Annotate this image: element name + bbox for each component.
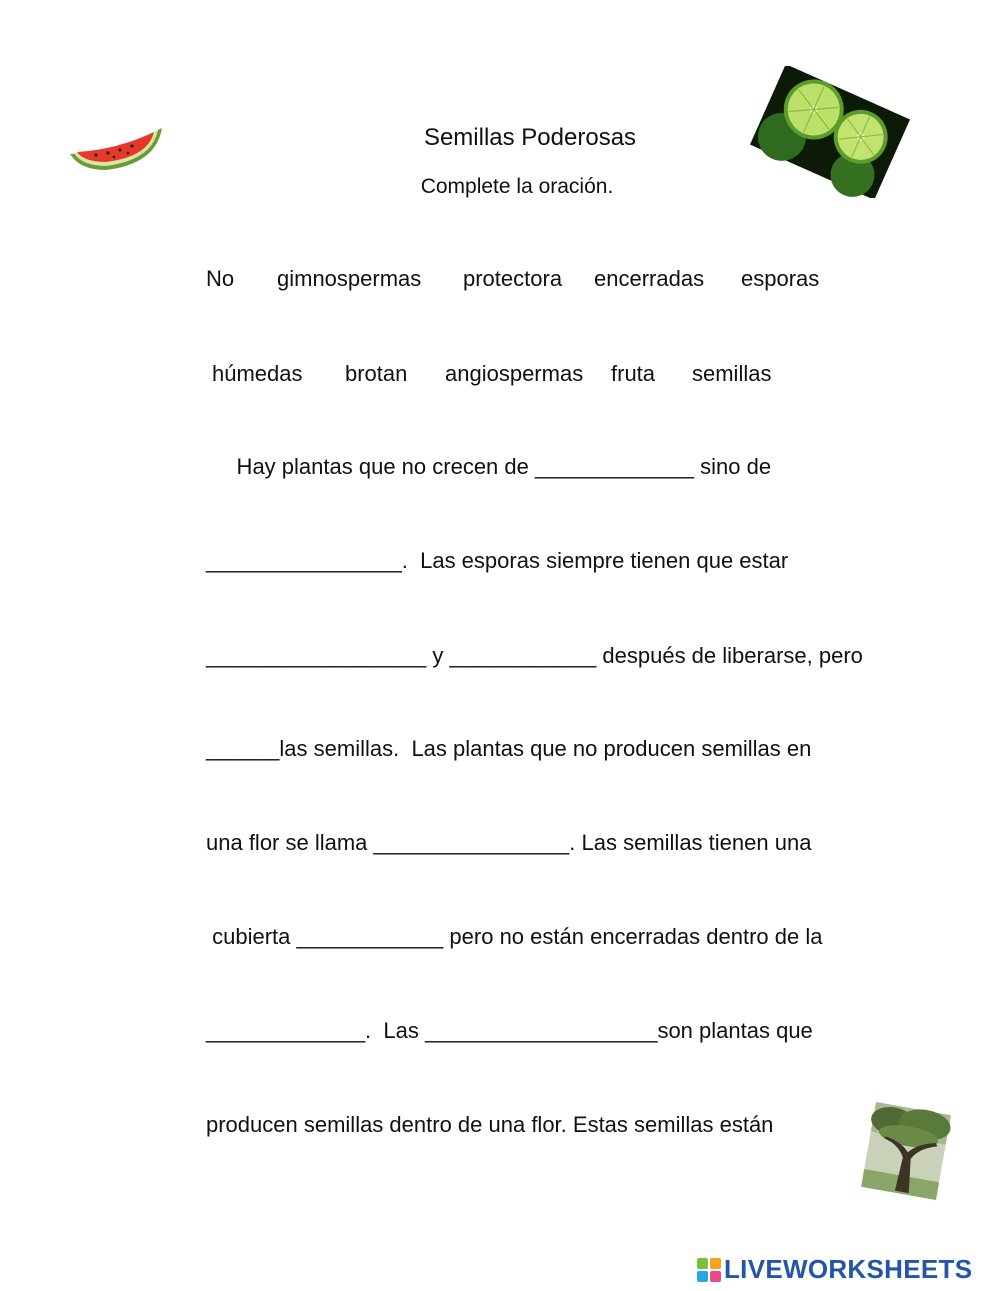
word-bank-item[interactable]: fruta bbox=[611, 361, 656, 386]
watermark-text: LIVEWORKSHEETS bbox=[724, 1254, 973, 1284]
word-bank-item[interactable]: gimnospermas bbox=[277, 266, 422, 291]
passage-line: ________________. Las esporas siempre tienen que estar bbox=[206, 548, 789, 573]
word-bank-item[interactable]: protectora bbox=[463, 266, 563, 291]
passage-line: Hay plantas que no crecen de _____________ sino de bbox=[206, 454, 772, 479]
passage-line: una flor se llama ________________. Las semillas tienen una bbox=[206, 830, 812, 855]
word-bank-item[interactable]: No bbox=[206, 266, 235, 291]
tree-image bbox=[858, 1100, 954, 1202]
passage-line: producen semillas dentro de una flor. Estas semillas están bbox=[206, 1112, 774, 1137]
word-bank-item[interactable]: encerradas bbox=[594, 266, 705, 291]
passage-line: _____________. Las ___________________son plantas que bbox=[206, 1018, 813, 1043]
page-title: Semillas Poderosas bbox=[423, 124, 637, 151]
liveworksheets-watermark bbox=[697, 1254, 972, 1285]
word-bank-item[interactable]: semillas bbox=[692, 361, 772, 386]
liveworksheets-logo-icon bbox=[697, 1258, 721, 1282]
word-bank-item[interactable]: esporas bbox=[741, 266, 820, 291]
page-subtitle: Complete la oración. bbox=[420, 175, 614, 198]
word-bank-item[interactable]: brotan bbox=[345, 361, 408, 386]
passage-line: ______las semillas. Las plantas que no producen semillas en bbox=[206, 736, 812, 761]
word-bank-item[interactable]: húmedas bbox=[212, 361, 303, 386]
word-bank-item[interactable]: angiospermas bbox=[445, 361, 584, 386]
passage-line: __________________ y ____________ después de liberarse, pero bbox=[206, 643, 863, 668]
passage-line: cubierta ____________ pero no están encerradas dentro de la bbox=[206, 924, 823, 949]
